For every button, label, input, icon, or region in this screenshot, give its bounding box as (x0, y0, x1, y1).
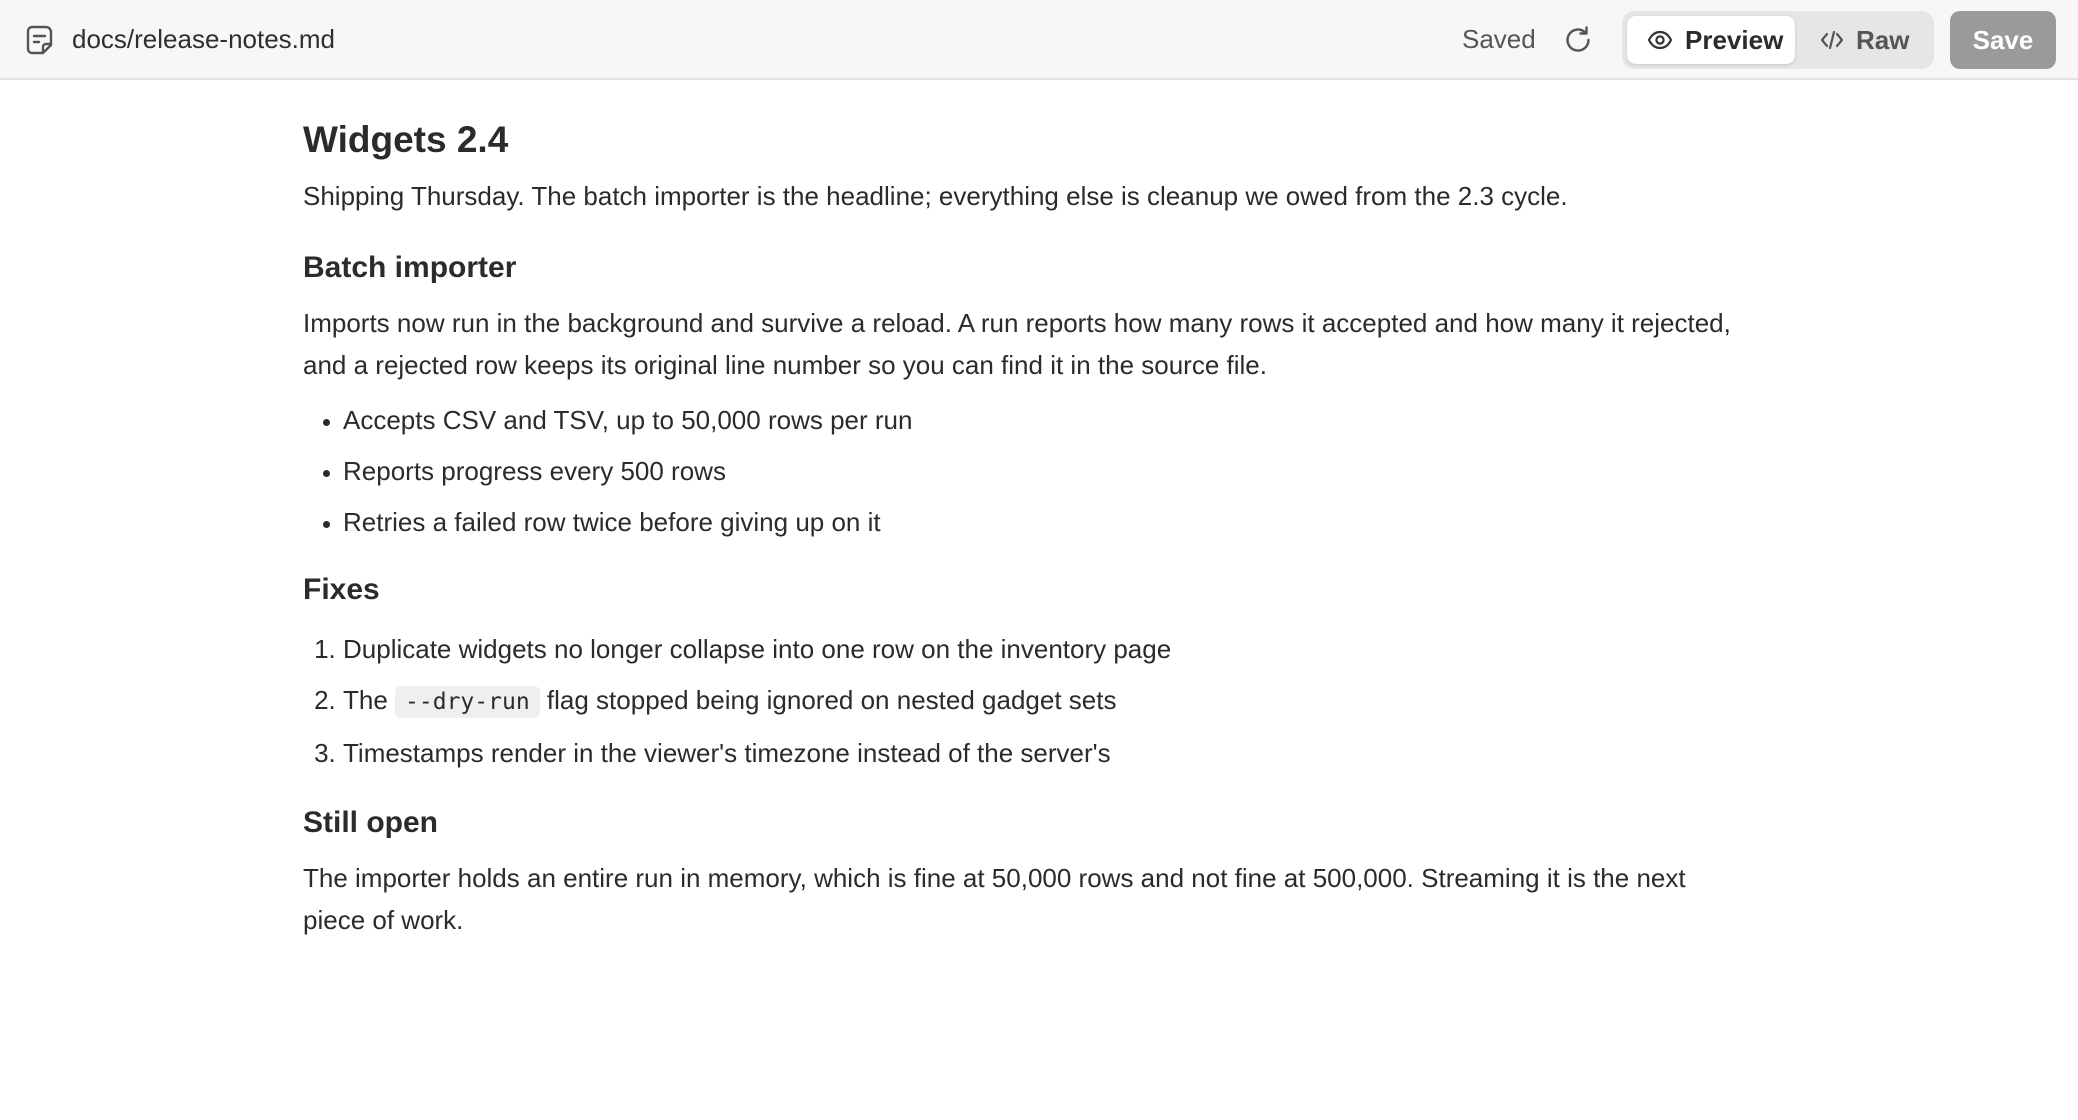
save-button[interactable]: Save (1950, 11, 2056, 69)
fix-text: The (343, 685, 388, 715)
list-item: 1. Duplicate widgets no longer collapse into one row on the inventory page (343, 633, 1733, 665)
markdown-preview (303, 80, 1733, 941)
fixes-list (303, 633, 1733, 769)
inline-code: --dry-run (395, 686, 540, 718)
raw-label: Raw (1856, 24, 1910, 55)
list-item: • Reports progress every 500 rows (343, 455, 1733, 487)
still-open-paragraph: The importer holds an entire run in memory, which is fine at 50,000 rows and not fine at 500,000. Streaming it is the next piece of work. (303, 863, 1686, 935)
intro-paragraph: Shipping Thursday. The batch importer is the headline; everything else is cleanup we owed from the 2.3 cycle. (303, 181, 1568, 211)
raw-tab[interactable] (1802, 16, 1928, 64)
fix-text: flag stopped being ignored on nested gadget sets (546, 685, 1117, 715)
code-icon (1820, 29, 1844, 51)
list-item: 3. Timestamps render in the viewer's timezone instead of the server's (343, 737, 1733, 769)
batch-importer-heading: Batch importer (303, 251, 517, 284)
doc-title: Widgets 2.4 (303, 119, 509, 160)
fixes-heading: Fixes (303, 573, 380, 606)
list-item: • Accepts CSV and TSV, up to 50,000 rows per run (343, 404, 1733, 436)
file-icon (26, 25, 54, 55)
preview-label: Preview (1685, 24, 1784, 55)
save-status: Saved (1462, 24, 1536, 54)
preview-tab[interactable] (1627, 16, 1795, 64)
list-item: • Retries a failed row twice before giving up on it (343, 506, 1733, 538)
refresh-icon (1563, 25, 1593, 55)
batch-importer-list (303, 404, 1733, 538)
eye-icon (1647, 30, 1673, 50)
view-mode-toggle (1622, 11, 1934, 69)
refresh-button[interactable] (1560, 22, 1596, 58)
still-open-heading: Still open (303, 806, 438, 839)
file-path: docs/release-notes.md (72, 24, 336, 54)
editor-toolbar (0, 0, 2078, 80)
list-item (343, 684, 1733, 718)
batch-importer-paragraph: Imports now run in the background and survive a reload. A run reports how many rows it accepted and how many it rejected, and a rejected row keeps its original line number so you can find it in the source file. (303, 308, 1731, 380)
